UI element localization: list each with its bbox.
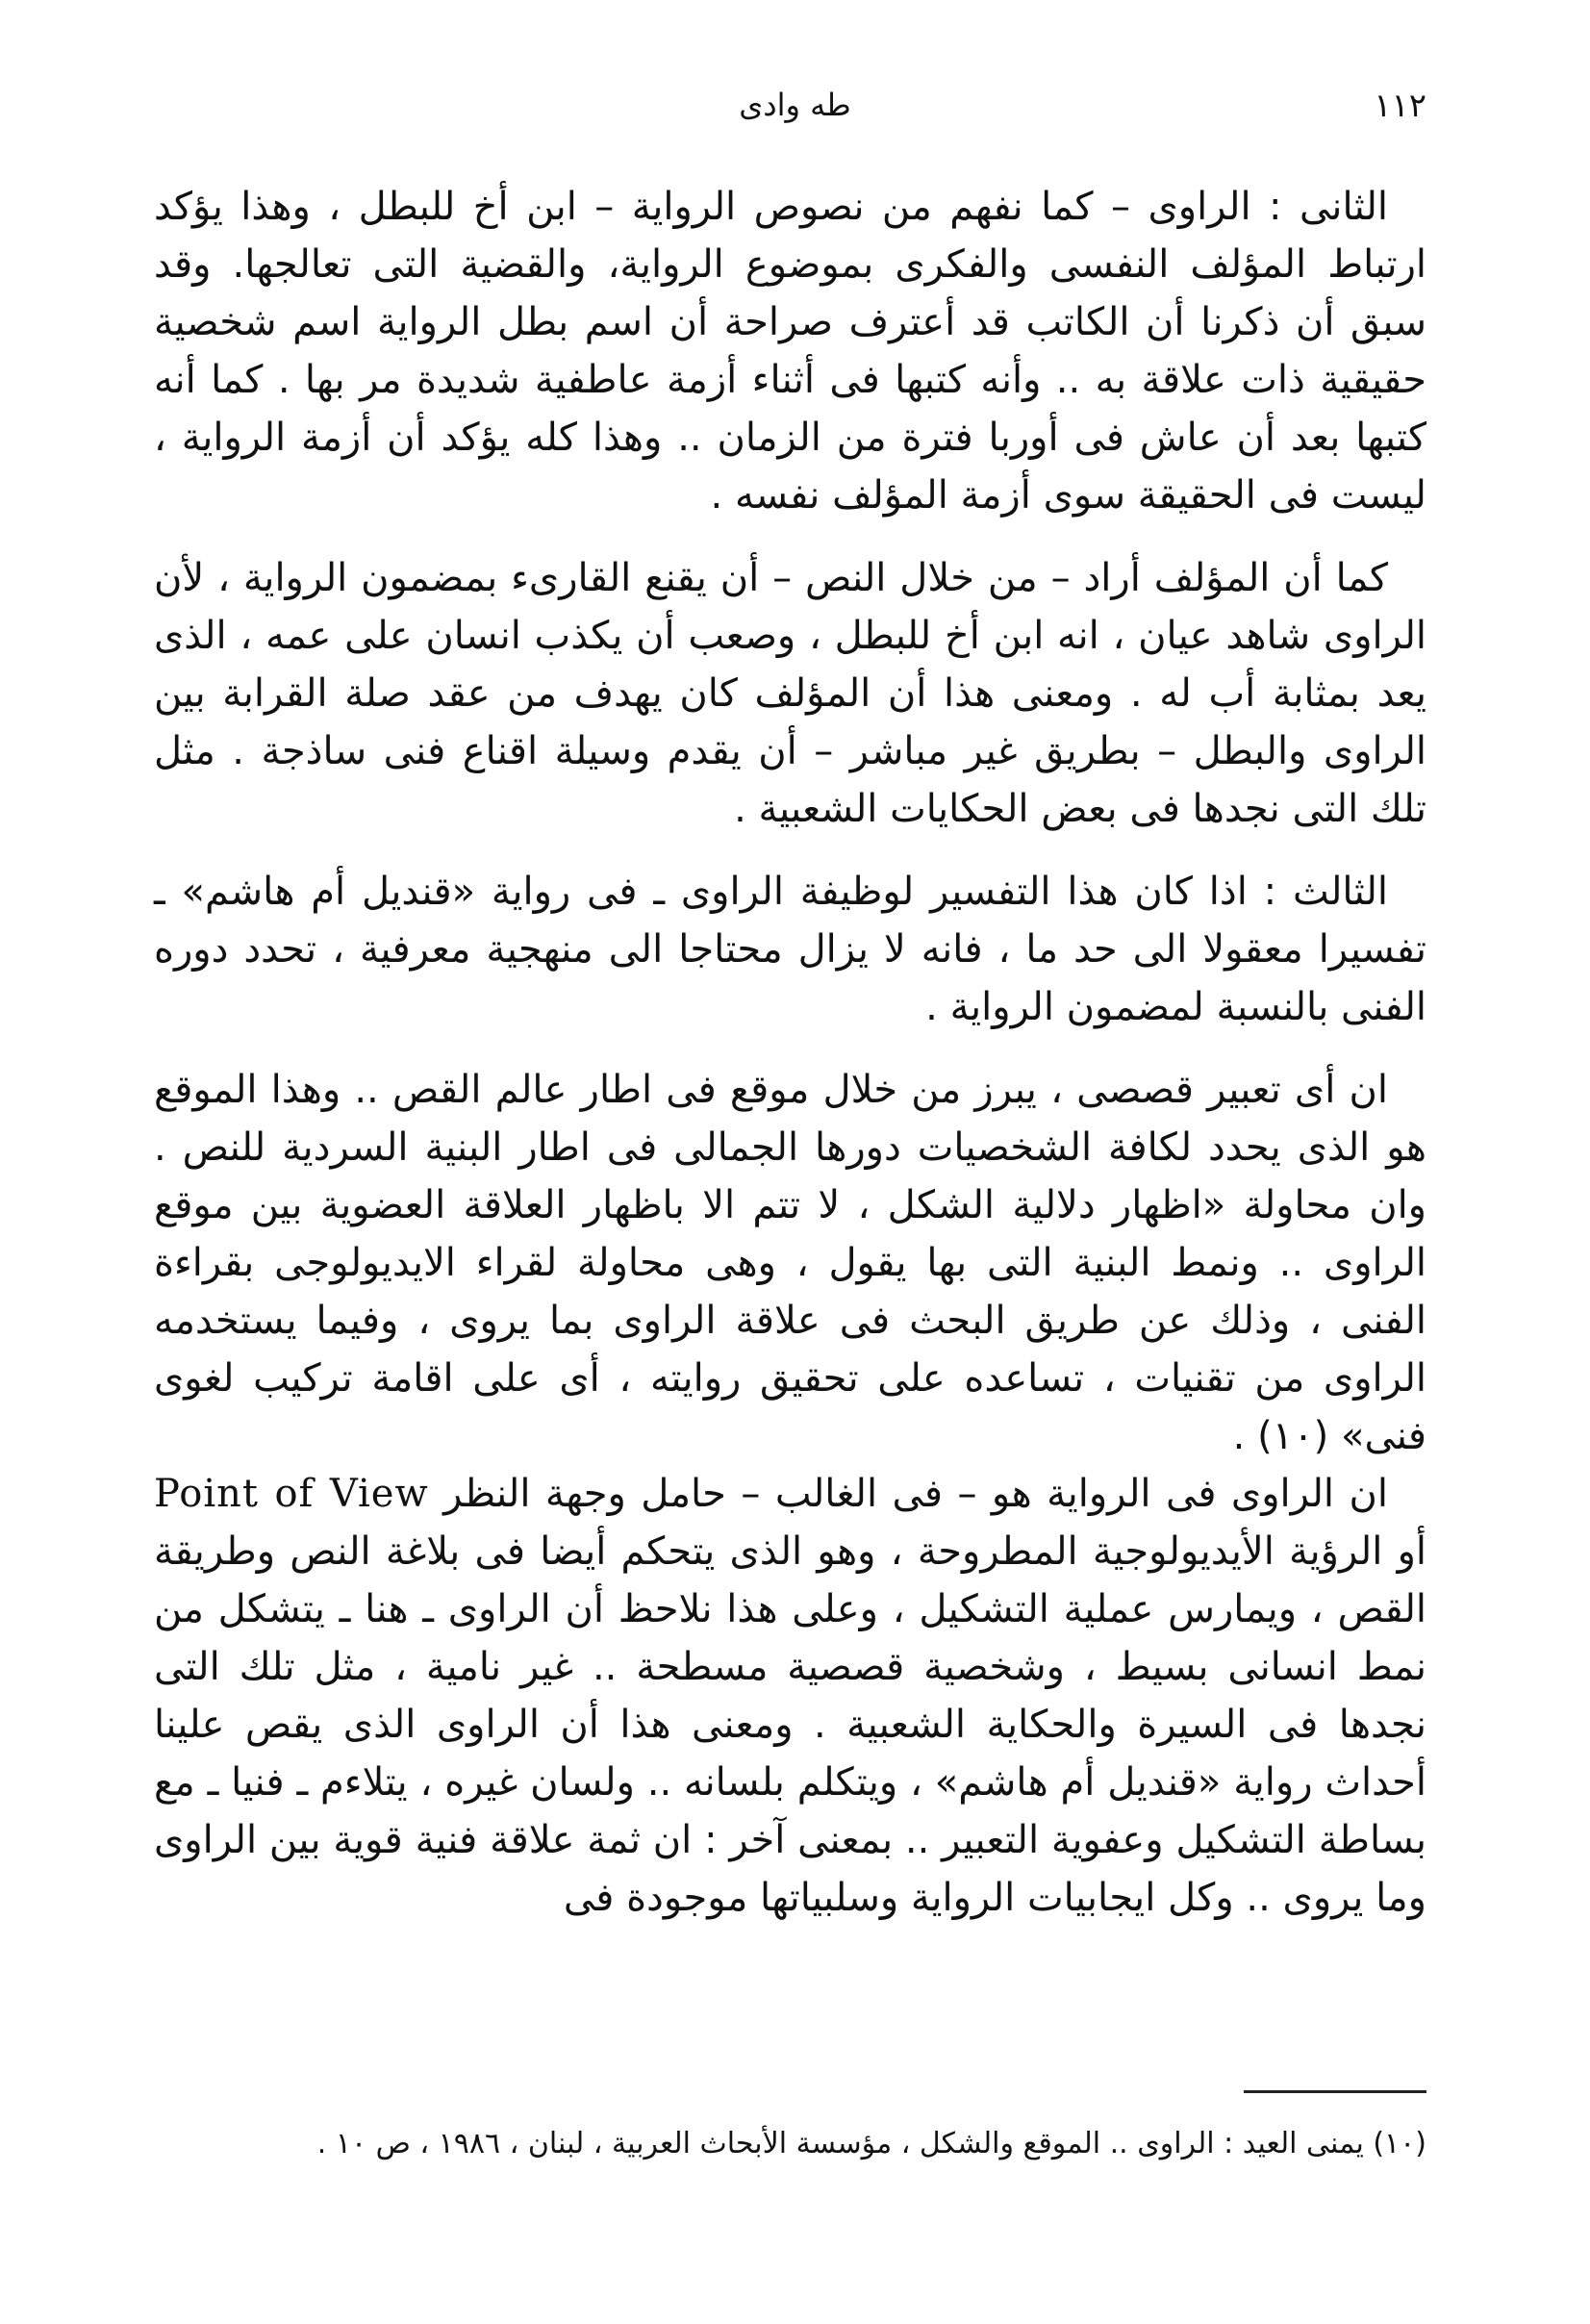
paragraph-5 (154, 1465, 1426, 1927)
paragraph-4: ان أى تعبير قصصى ، يبرز من خلال موقع فى اطار عالم القص .. وهذا الموقع هو الذى يحدد لكافة الشخصيات دورها الجمالى فى اطار البنية السردية للنص . وان محاولة «اظهار دلالية الشكل ، لا تتم الا باظهار العلاقة العضوية بين موقع الراوى .. ونمط البنية التى بها يقول ، وهى محاولة لقراء الايديولوجى بقراءة الفنى ، وذلك عن طريق البحث فى علاقة الراوى بما يروى ، وفيما يستخدمه الراوى من تقنيات ، تساعده على تحقيق روايته ، أى على اقامة تركيب لغوى فنى» (١٠) . (154, 1068, 1426, 1458)
paragraph-5-start: ان الراوى فى الرواية هو – فى الغالب – حامل وجهة النظر (443, 1472, 1388, 1516)
running-title: طه وادى (739, 87, 851, 123)
paragraph-5-rest: أو الرؤية الأيديولوجية المطروحة ، وهو الذى يتحكم أيضا فى بلاغة النص وطريقة القص ، ويمارس عملية التشكيل ، وعلى هذا نلاحظ أن الراوى ـ هنا ـ يتشكل من نمط انسانى بسيط ، وشخصية قصصية مسطحة .. غير نامية ، مثل تلك التى نجدها فى السيرة والحكاية الشعبية . ومعنى هذا أن الراوى الذى يقص علينا أحداث رواية «قنديل أم هاشم» ، ويتكلم بلسانه .. ولسان غيره ، يتلاءم ـ فنيا ـ مع بساطة التشكيل وعفوية التعبير .. بمعنى آخر : ان ثمة علاقة فنية قوية بين الراوى وما يروى .. وكل ايجابيات الرواية وسلبياتها موجودة فى (154, 1529, 1426, 1920)
page-header (144, 87, 1446, 135)
paragraph-3: الثالث : اذا كان هذا التفسير لوظيفة الراوى ـ فى رواية «قنديل أم هاشم» ـ تفسيرا معقولا الى حد ما ، فانه لا يزال محتاجا الى منهجية معرفية ، تحدد دوره الفنى بالنسبة لمضمون الرواية . (154, 870, 1426, 1029)
latin-term: Point of View (154, 1472, 429, 1516)
page-number: ١١٢ (1374, 87, 1426, 125)
footnote-divider (1244, 2090, 1426, 2093)
paragraph-1: الثانى : الراوى – كما نفهم من نصوص الرواية – ابن أخ للبطل ، وهذا يؤكد ارتباط المؤلف النفسى والفكرى بموضوع الرواية، والقضية التى تعالجها. وقد سبق أن ذكرنا أن الكاتب قد أعترف صراحة أن اسم بطل الرواية اسم شخصية حقيقية ذات علاقة به .. وأنه كتبها فى أثناء أزمة عاطفية شديدة مر بها . كما أنه كتبها بعد أن عاش فى أوربا فترة من الزمان .. وهذا كله يؤكد أن أزمة الرواية ، ليست فى الحقيقة سوى أزمة المؤلف نفسه . (154, 185, 1426, 518)
body-text (154, 178, 1426, 1927)
footnote: (١٠) يمنى العيد : الراوى .. الموقع والشكل ، مؤسسة الأبحاث العربية ، لبنان ، ١٩٨٦ ، ص ١٠ . (316, 2127, 1426, 2160)
paragraph-2: كما أن المؤلف أراد – من خلال النص – أن يقنع القارىء بمضمون الرواية ، لأن الراوى شاهد عيان ، انه ابن أخ للبطل ، وصعب أن يكذب انسان على عمه ، الذى يعد بمثابة أب له . ومعنى هذا أن المؤلف كان يهدف من عقد صلة القرابة بين الراوى والبطل – بطريق غير مباشر – أن يقدم وسيلة اقناع فنى ساذجة . مثل تلك التى نجدها فى بعض الحكايات الشعبية . (154, 556, 1426, 831)
